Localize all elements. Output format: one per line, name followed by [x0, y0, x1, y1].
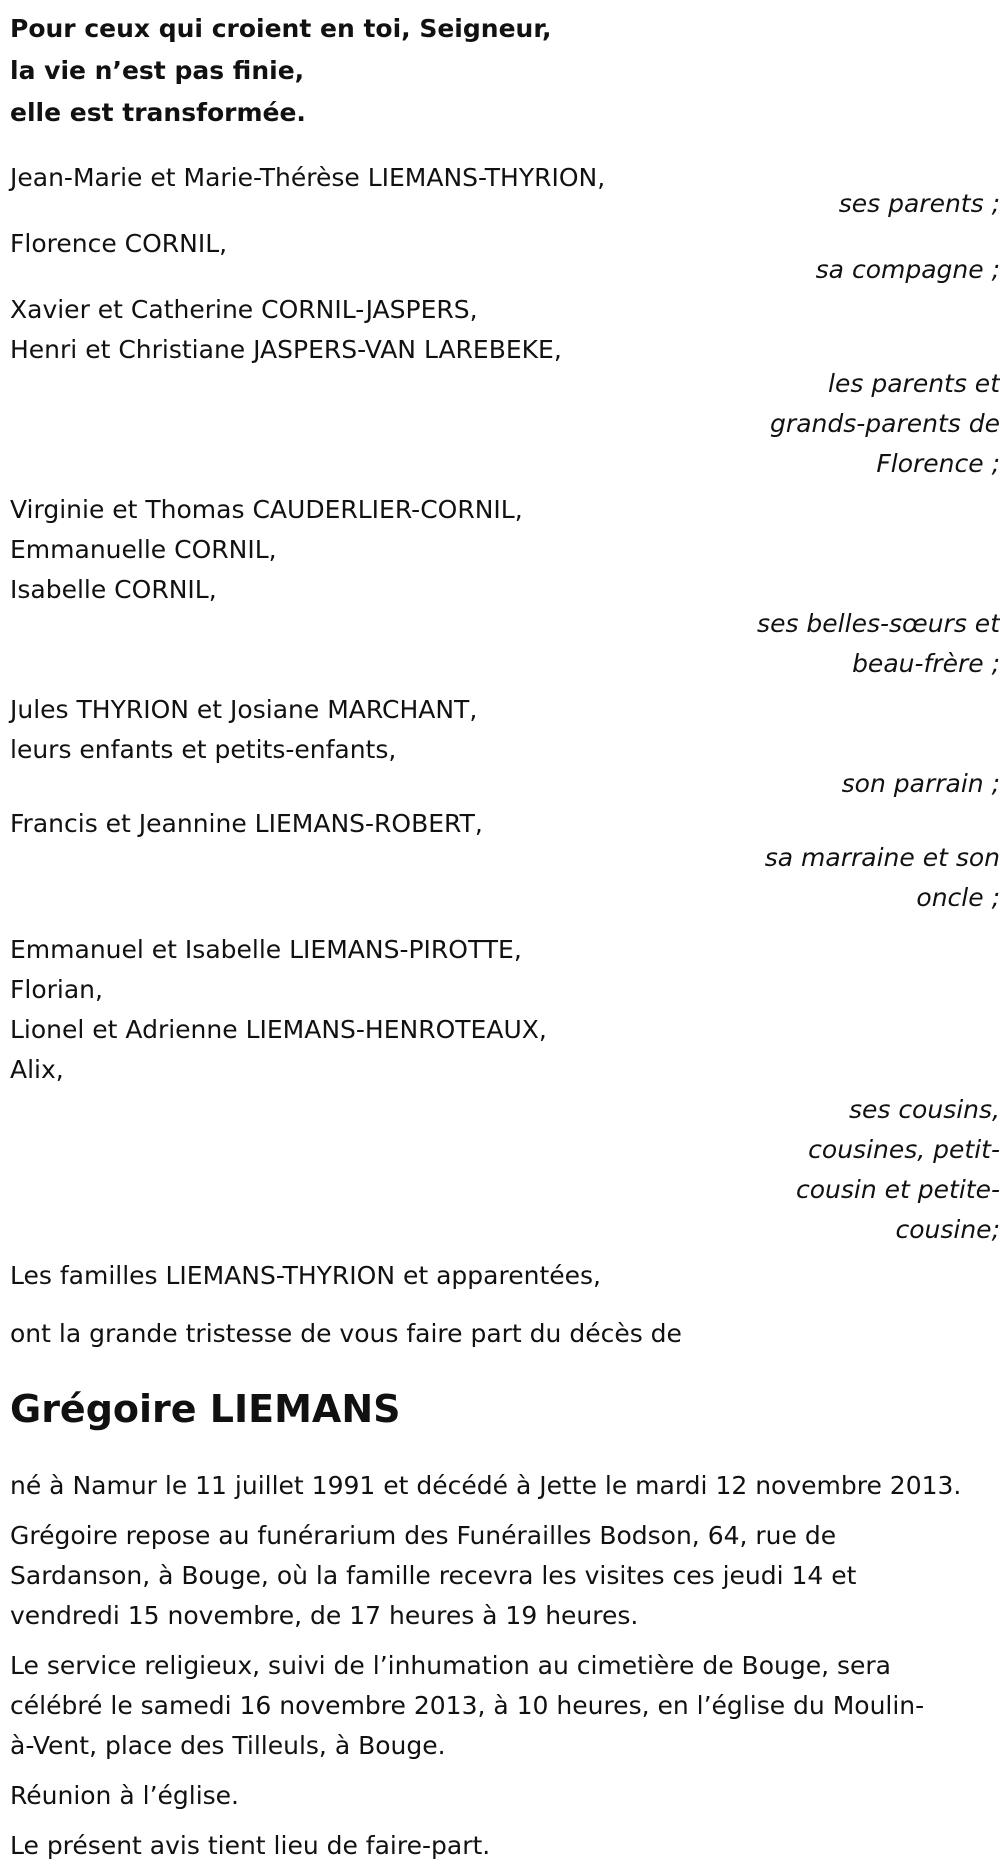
family-name: Xavier et Catherine CORNIL-JASPERS,: [10, 295, 478, 324]
family-group-in-laws: [10, 290, 1000, 484]
family-group-cousins: [10, 930, 1000, 1250]
death-notice: [0, 8, 1000, 1866]
family-name: leurs enfants et petits-enfants,: [10, 735, 397, 764]
family-name: Henri et Christiane JASPERS-VAN LAREBEKE,: [10, 335, 562, 364]
family-name: Florence CORNIL,: [10, 229, 228, 258]
family-name: Jean-Marie et Marie-Thérèse LIEMANS-THYRION,: [10, 163, 606, 192]
deceased-name: Grégoire LIEMANS: [10, 1387, 401, 1431]
epigraph: [10, 8, 1000, 134]
family-group-families: [10, 1256, 1000, 1296]
family-name: Les familles LIEMANS-THYRION et apparentées,: [10, 1261, 601, 1290]
family-name: Jules THYRION et Josiane MARCHANT,: [10, 695, 478, 724]
family-name: Florian,: [10, 975, 103, 1004]
family-group-parents: [10, 158, 1000, 224]
meeting-paragraph: Réunion à l’église.: [10, 1781, 240, 1810]
family-list: [10, 158, 1000, 1296]
family-role: ses cousins, cousines, petit- cousin et petite- cousine;: [796, 1095, 1000, 1244]
announcement: ont la grande tristesse de vous faire part du décès de: [10, 1319, 682, 1348]
family-group-godmother: [10, 804, 1000, 918]
family-role: sa compagne ;: [815, 255, 1000, 284]
epigraph-line: la vie n’est pas finie,: [10, 56, 305, 85]
family-role: ses parents ;: [838, 189, 1000, 218]
family-name: Isabelle CORNIL,: [10, 575, 217, 604]
funerarium-paragraph: Grégoire repose au funérarium des Funérailles Bodson, 64, rue de Sardanson, à Bouge, où la famille recevra les visites ces jeudi 14 et vendredi 15 novembre, de 17 heures à 19 heures.: [10, 1521, 857, 1630]
family-role: son parrain ;: [841, 769, 1000, 798]
family-role: ses belles-sœurs et beau-frère ;: [757, 609, 1000, 678]
notice-paragraph: Le présent avis tient lieu de faire-part.: [10, 1831, 491, 1860]
birth-death-paragraph: né à Namur le 11 juillet 1991 et décédé à Jette le mardi 12 novembre 2013.: [10, 1471, 962, 1500]
family-name: Virginie et Thomas CAUDERLIER-CORNIL,: [10, 495, 523, 524]
family-name: Francis et Jeannine LIEMANS-ROBERT,: [10, 809, 483, 838]
family-role: les parents et grands-parents de Florence ;: [770, 369, 1000, 478]
family-group-companion: [10, 224, 1000, 290]
family-group-godfather: [10, 690, 1000, 804]
family-name: Emmanuelle CORNIL,: [10, 535, 277, 564]
family-name: Alix,: [10, 1055, 64, 1084]
family-name: Lionel et Adrienne LIEMANS-HENROTEAUX,: [10, 1015, 547, 1044]
epigraph-line: Pour ceux qui croient en toi, Seigneur,: [10, 14, 552, 43]
family-role: sa marraine et son oncle ;: [764, 843, 1000, 912]
family-group-siblings-in-law: [10, 490, 1000, 684]
service-paragraph: Le service religieux, suivi de l’inhumation au cimetière de Bouge, sera célébré le samedi 16 novembre 2013, à 10 heures, en l’église du Moulin- à-Vent, place des Tilleuls, à Bouge.: [10, 1651, 925, 1760]
epigraph-line: elle est transformée.: [10, 98, 306, 127]
family-name: Emmanuel et Isabelle LIEMANS-PIROTTE,: [10, 935, 522, 964]
